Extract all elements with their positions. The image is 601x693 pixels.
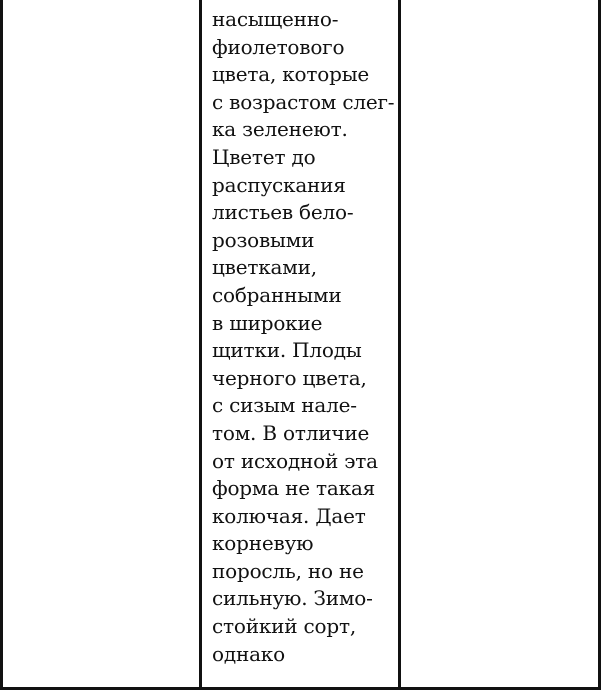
text-line: поросль, но не xyxy=(212,558,364,583)
text-line: стойкий сорт, xyxy=(212,614,357,639)
text-line: розовыми xyxy=(212,227,315,252)
text-line: с сизым нале- xyxy=(212,393,357,418)
text-line: листьев бело- xyxy=(212,200,354,225)
text-line: Цветет до xyxy=(212,144,316,169)
cell-description-text xyxy=(212,6,398,668)
text-line: сильную. Зимо- xyxy=(212,586,373,611)
text-line: колючая. Дает xyxy=(212,503,366,528)
text-line: цвета, которые xyxy=(212,62,370,87)
text-line: корневую xyxy=(212,531,314,556)
text-line: в широкие xyxy=(212,310,323,335)
text-line: однако xyxy=(212,641,285,666)
text-line: фиолетового xyxy=(212,34,345,59)
text-line: том. В отличие xyxy=(212,420,370,445)
table-cell-middle xyxy=(202,0,401,690)
table-cell-left xyxy=(0,0,202,690)
text-line: насыщенно- xyxy=(212,7,339,31)
text-line: цветками, xyxy=(212,255,317,280)
text-line: с возрастом слег- xyxy=(212,89,395,114)
text-line: от исходной эта xyxy=(212,448,378,473)
text-line: ка зеленеют. xyxy=(212,117,348,142)
text-line: собранными xyxy=(212,282,342,307)
text-line: черного цвета, xyxy=(212,365,367,390)
text-line: распускания xyxy=(212,172,346,197)
table-cell-right xyxy=(401,0,601,690)
text-line: щитки. Плоды xyxy=(212,338,362,363)
text-line: форма не такая xyxy=(212,476,376,501)
